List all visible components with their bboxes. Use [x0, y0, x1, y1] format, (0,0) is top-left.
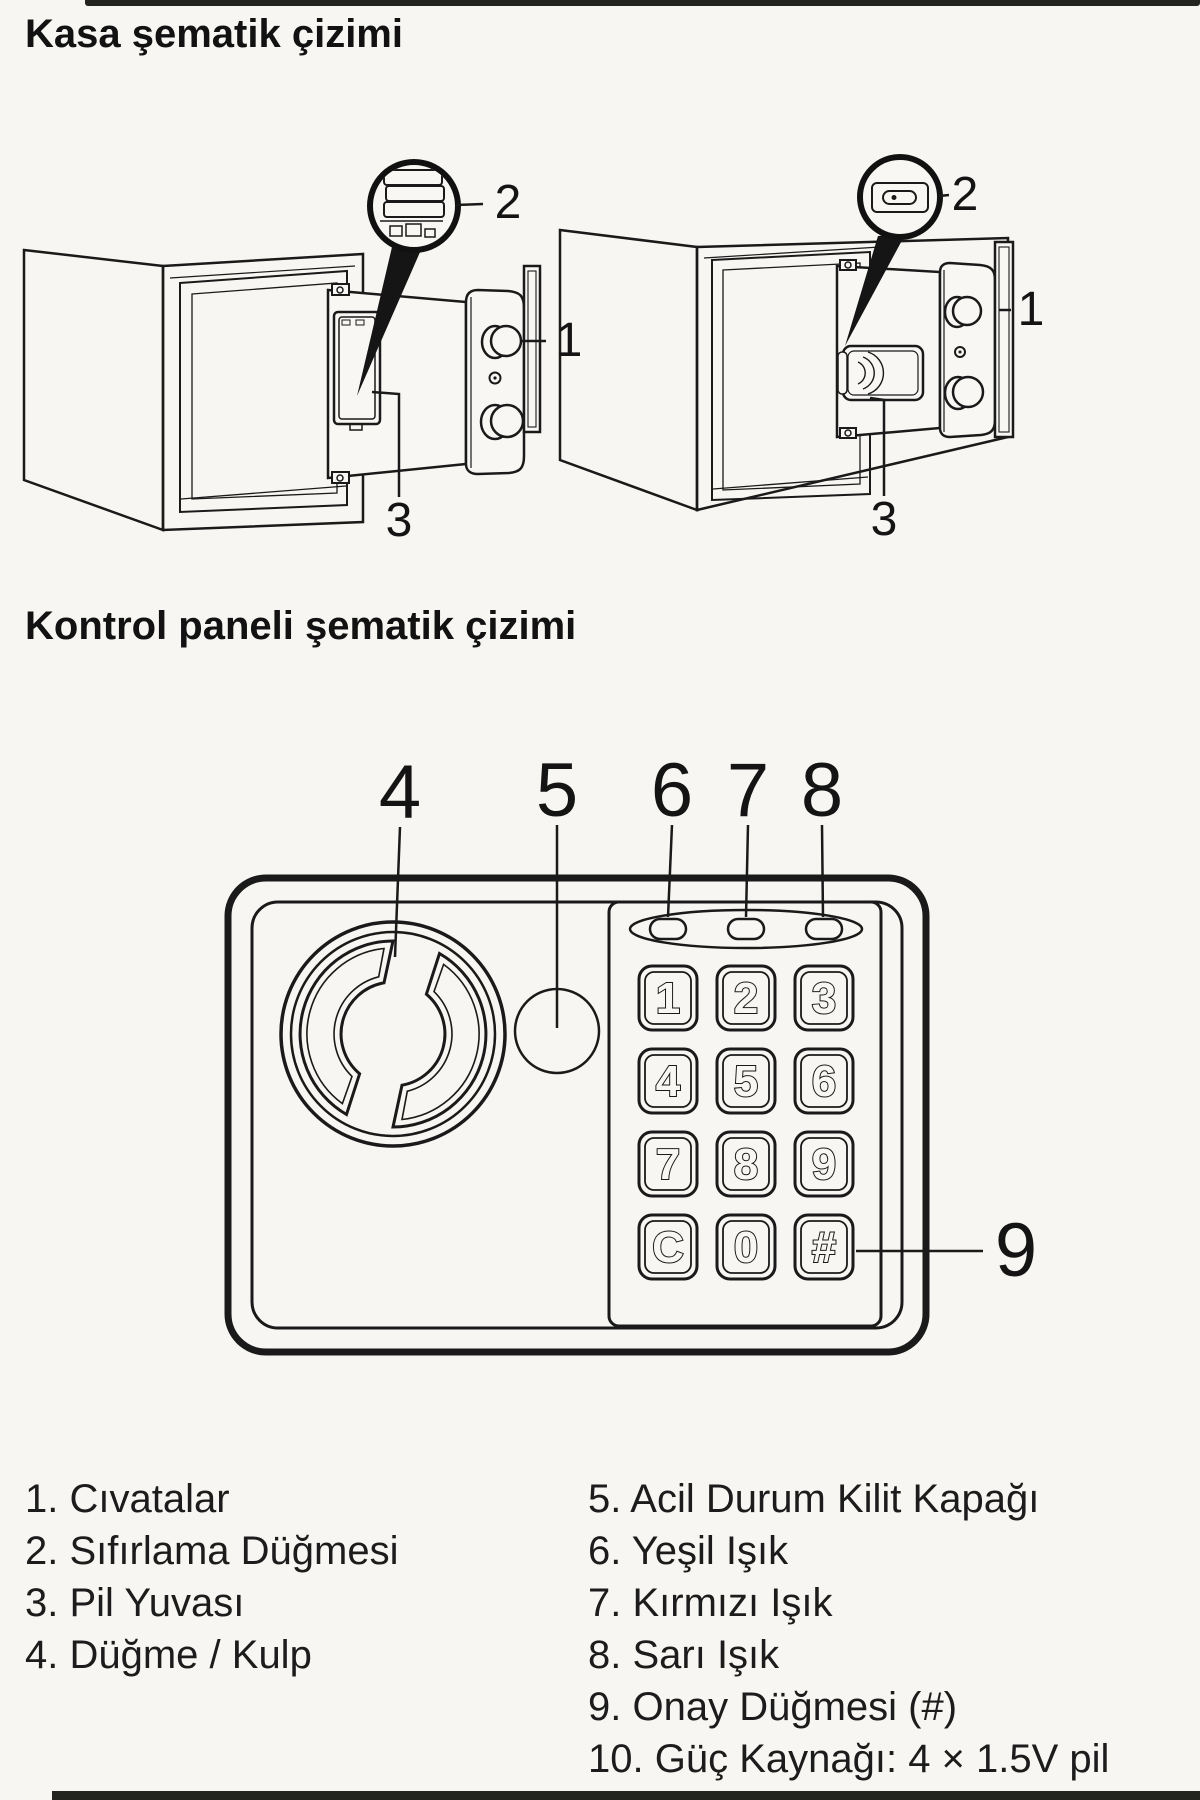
legend-item-red-light: 7. Kırmızı Işık [588, 1581, 833, 1625]
svg-text:1: 1 [655, 974, 681, 1023]
key-clear [639, 1215, 697, 1279]
key-4 [639, 1049, 697, 1113]
key-9 [795, 1132, 853, 1196]
red-led [728, 919, 764, 939]
legend-item-power-source: 10. Güç Kaynağı: 4 × 1.5V pil [588, 1737, 1110, 1781]
svg-text:3: 3 [811, 974, 837, 1023]
left-safe-drawing [24, 162, 546, 530]
knob-handle [281, 922, 505, 1146]
legend-item-emergency-lock-cover: 5. Acil Durum Kilit Kapağı [588, 1477, 1040, 1521]
svg-text:2: 2 [733, 974, 759, 1023]
callout-red-light: 7 [726, 748, 770, 833]
legend-item-yellow-light: 8. Sarı Işık [588, 1633, 780, 1677]
right-safe-battery-cover [838, 346, 923, 400]
legend-column-left [25, 1473, 398, 1681]
key-8 [717, 1132, 775, 1196]
callout-confirm-button: 9 [994, 1208, 1038, 1293]
callout-yellow-light: 8 [800, 748, 844, 833]
green-led [650, 919, 686, 939]
callout-left-bolts: 1 [555, 314, 583, 367]
callout-emergency-lock-cover: 5 [535, 748, 579, 833]
section-title-safe-schematic: Kasa şematik çizimi [25, 12, 403, 56]
right-magnifier-reset-button-detail [860, 157, 940, 237]
svg-text:#: # [811, 1223, 837, 1272]
key-7 [639, 1132, 697, 1196]
callout-left-battery-slot: 3 [385, 494, 413, 547]
callout-right-reset-button: 2 [951, 168, 979, 221]
svg-text:C: C [652, 1223, 684, 1272]
key-1 [639, 966, 697, 1030]
key-2 [717, 966, 775, 1030]
svg-text:8: 8 [733, 1140, 759, 1189]
svg-text:9: 9 [811, 1140, 837, 1189]
legend-item-bolts: 1. Cıvatalar [25, 1477, 230, 1521]
key-6 [795, 1049, 853, 1113]
legend-column-right [588, 1473, 1109, 1785]
key-0 [717, 1215, 775, 1279]
yellow-led [806, 919, 842, 939]
legend-item-knob-handle: 4. Düğme / Kulp [25, 1633, 312, 1677]
section-title-control-panel-schematic: Kontrol paneli şematik çizimi [25, 604, 577, 648]
keypad [609, 902, 881, 1326]
legend-item-confirm-button: 9. Onay Düğmesi (#) [588, 1685, 958, 1729]
key-3 [795, 966, 853, 1030]
legend-item-green-light: 6. Yeşil Işık [588, 1529, 789, 1573]
left-magnifier-battery-detail [370, 162, 458, 250]
svg-text:6: 6 [811, 1057, 837, 1106]
legend-item-battery-slot: 3. Pil Yuvası [25, 1581, 245, 1625]
svg-text:7: 7 [655, 1140, 681, 1189]
right-safe-drawing [560, 157, 1013, 510]
control-panel-drawing [228, 825, 983, 1352]
svg-text:4: 4 [655, 1057, 681, 1106]
key-5 [717, 1049, 775, 1113]
svg-text:0: 0 [733, 1223, 759, 1272]
callout-knob: 4 [378, 750, 422, 835]
key-confirm-hash [795, 1215, 853, 1279]
callout-green-light: 6 [650, 748, 694, 833]
callout-right-bolts: 1 [1017, 283, 1045, 336]
callout-left-reset-button: 2 [494, 176, 522, 229]
legend-item-reset-button: 2. Sıfırlama Düğmesi [25, 1529, 399, 1573]
callout-right-battery-slot: 3 [870, 493, 898, 546]
svg-text:5: 5 [733, 1057, 759, 1106]
